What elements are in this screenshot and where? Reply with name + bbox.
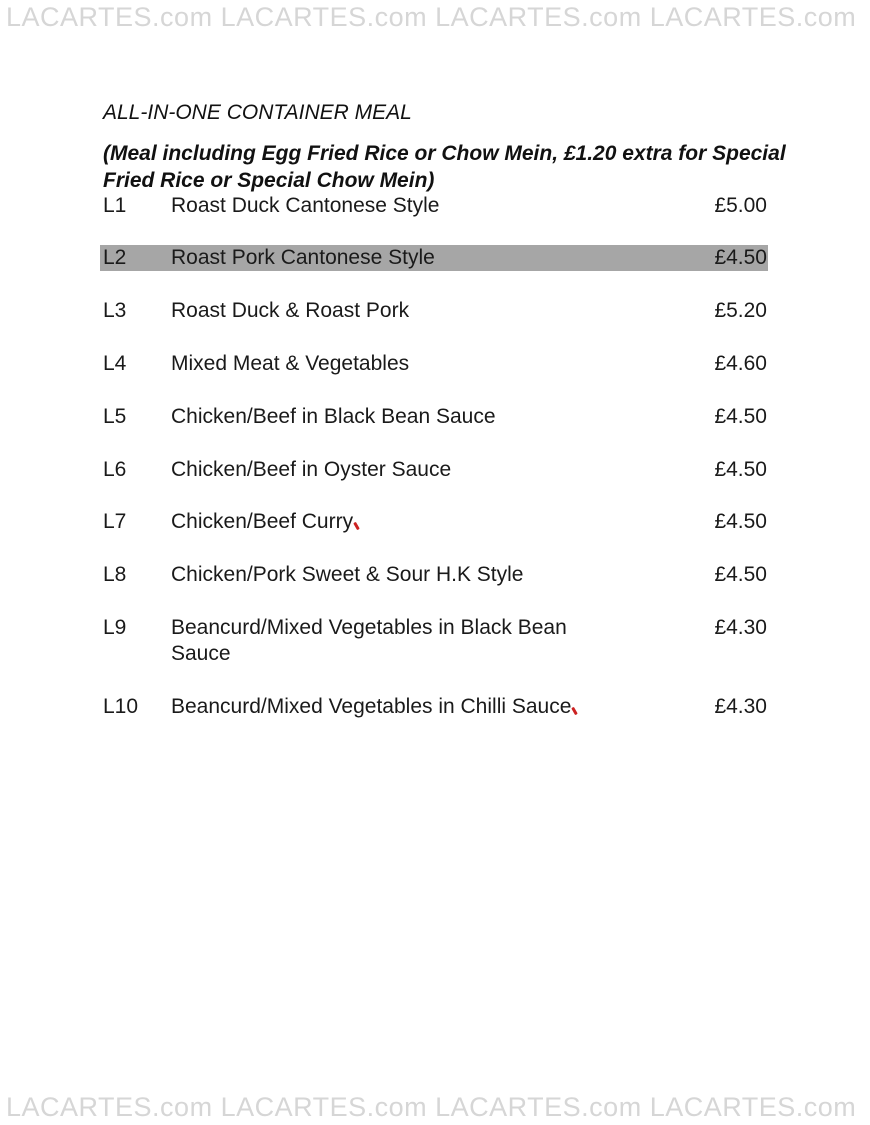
- item-code: L8: [103, 563, 127, 586]
- watermark-bottom: LACARTES.com LACARTES.com LACARTES.com LACARTES.com: [6, 1092, 857, 1122]
- item-code: L2: [103, 246, 127, 269]
- menu-subtitle: (Meal including Egg Fried Rice or Chow Mein, £1.20 extra for Special Fried Rice or Special Chow Mein): [103, 142, 786, 192]
- item-code: L5: [103, 405, 127, 428]
- chilli-icon: [572, 707, 579, 715]
- item-name: Chicken/Beef in Black Bean Sauce: [171, 405, 496, 428]
- item-name: Mixed Meat & Vegetables: [171, 352, 410, 375]
- item-price: £4.30: [714, 616, 767, 639]
- item-name-wrap: [171, 694, 621, 720]
- item-name: Roast Duck Cantonese Style: [171, 194, 440, 217]
- item-price: £4.50: [714, 563, 767, 586]
- item-price: £4.50: [714, 458, 767, 481]
- item-name: Chicken/Beef Curry: [171, 510, 354, 533]
- item-name: Roast Duck & Roast Pork: [171, 299, 410, 322]
- item-name: Beancurd/Mixed Vegetables in Black Bean Sauce: [171, 616, 567, 665]
- item-name: Roast Pork Cantonese Style: [171, 246, 435, 269]
- item-name: Chicken/Pork Sweet & Sour H.K Style: [171, 563, 524, 586]
- item-name: Beancurd/Mixed Vegetables in Chilli Sauce: [171, 695, 572, 718]
- item-code: L3: [103, 299, 127, 322]
- item-price: £4.50: [714, 405, 767, 428]
- item-code: L9: [103, 616, 127, 639]
- chilli-icon: [353, 522, 360, 530]
- section-title: ALL-IN-ONE CONTAINER MEAL: [103, 101, 412, 124]
- item-name: Chicken/Beef in Oyster Sauce: [171, 458, 452, 481]
- item-price: £5.20: [714, 299, 767, 322]
- item-price: £4.50: [714, 246, 767, 269]
- item-name-wrap: [171, 509, 621, 535]
- watermark-top: LACARTES.com LACARTES.com LACARTES.com LACARTES.com: [6, 2, 857, 32]
- item-code: L6: [103, 458, 127, 481]
- item-code: L10: [103, 695, 139, 718]
- item-code: L7: [103, 510, 127, 533]
- item-price: £5.00: [714, 194, 767, 217]
- item-price: £4.50: [714, 510, 767, 533]
- item-price: £4.30: [714, 695, 767, 718]
- item-code: L4: [103, 352, 127, 375]
- item-price: £4.60: [714, 352, 767, 375]
- item-code: L1: [103, 194, 127, 217]
